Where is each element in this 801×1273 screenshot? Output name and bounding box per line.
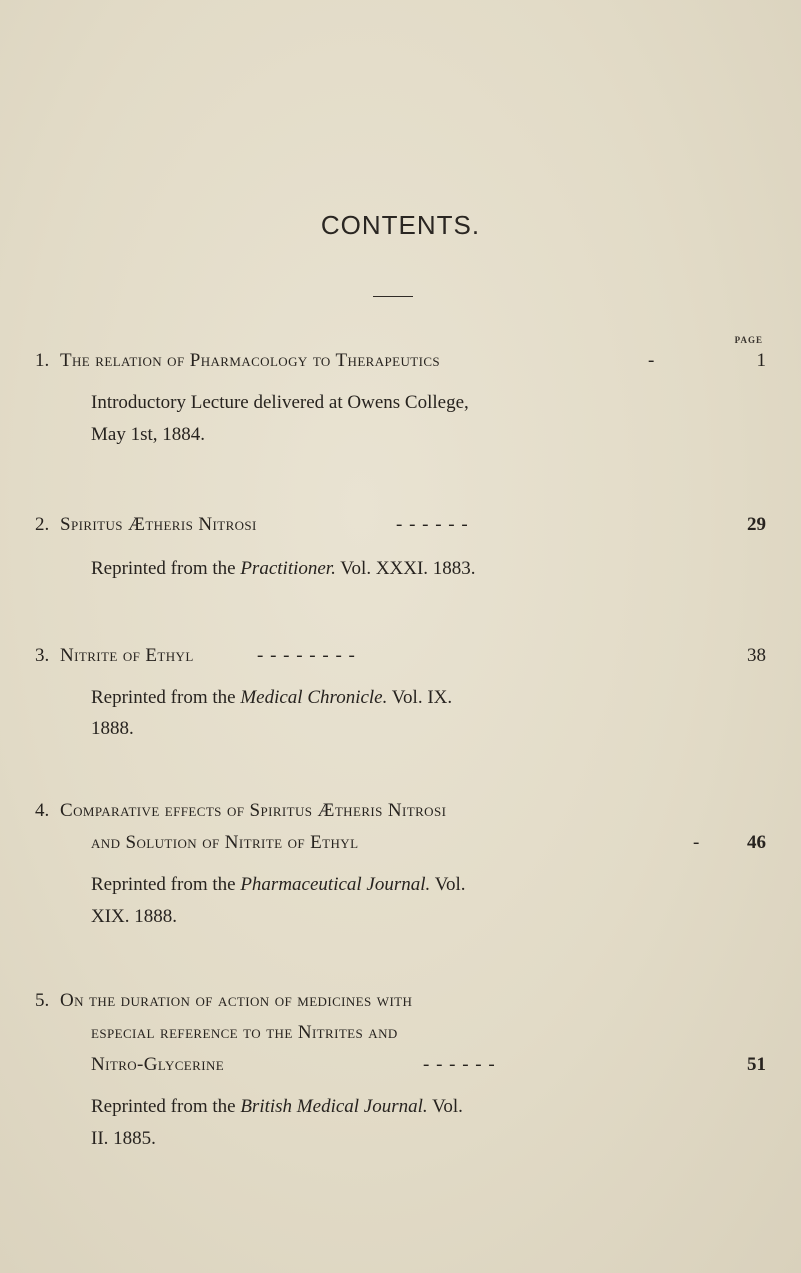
entry-page-number: 1 <box>756 350 766 371</box>
entry-number: 3. <box>35 645 50 666</box>
entry-note: II. 1885. <box>91 1128 156 1149</box>
entry-number: 2. <box>35 514 50 535</box>
entry-heading: Comparative effects of Spiritus Ætheris Nitrosi <box>60 800 447 821</box>
entry-number: 1. <box>35 350 50 371</box>
journal-title: Medical Chronicle. <box>240 687 388 708</box>
page-title: CONTENTS. <box>320 210 481 240</box>
entry-page-number: 51 <box>747 1054 766 1075</box>
entry-heading: The relation of Pharmacology to Therapeutics <box>60 350 441 371</box>
entry-page-number: 29 <box>747 514 766 535</box>
entry-heading: especial reference to the Nitrites and <box>91 1022 398 1043</box>
entry-page-number: 38 <box>747 645 766 666</box>
entry-note: Reprinted from the British Medical Journal. Vol. <box>91 1096 463 1117</box>
entry-number: 4. <box>35 800 50 821</box>
leader-dashes: - - - - - - - - <box>257 645 356 666</box>
entry-heading: Nitro-Glycerine <box>91 1054 225 1075</box>
entry-note: May 1st, 1884. <box>91 424 205 445</box>
entry-note: Reprinted from the Medical Chronicle. Vol. IX. <box>91 687 453 708</box>
leader-dashes: - <box>693 832 701 853</box>
journal-title: British Medical Journal. <box>240 1096 428 1117</box>
entry-heading: On the duration of action of medicines with <box>60 990 413 1011</box>
entry-note: 1888. <box>91 718 134 739</box>
page-column-label: PAGE <box>734 335 763 345</box>
leader-dashes: - <box>648 350 656 371</box>
entry-number: 5. <box>35 990 50 1011</box>
entry-heading: and Solution of Nitrite of Ethyl <box>91 832 359 853</box>
leader-dashes: - - - - - - <box>423 1054 496 1075</box>
title-rule <box>373 296 413 297</box>
entry-note: XIX. 1888. <box>91 906 178 927</box>
entry-heading: Spiritus Ætheris Nitrosi <box>60 514 257 535</box>
entry-page-number: 46 <box>747 832 766 853</box>
journal-title: Pharmaceutical Journal. <box>240 874 431 895</box>
entry-note: Introductory Lecture delivered at Owens College, <box>91 392 469 413</box>
entry-note: Reprinted from the Practitioner. Vol. XXXI. 1883. <box>91 558 476 579</box>
entry-heading: Nitrite of Ethyl <box>60 645 194 666</box>
entry-note: Reprinted from the Pharmaceutical Journal. Vol. <box>91 874 466 895</box>
journal-title: Practitioner. <box>240 558 336 579</box>
leader-dashes: - - - - - - <box>396 514 469 535</box>
